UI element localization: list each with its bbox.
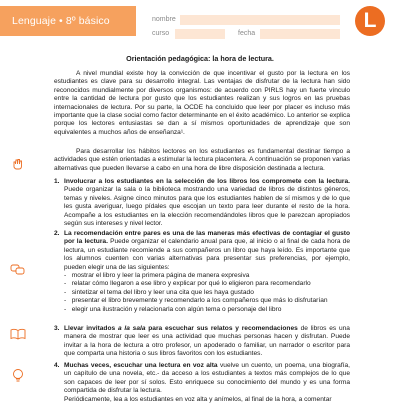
option-item: - sintetizar el tema del libro y leer una cita que les haya gustado bbox=[64, 289, 350, 297]
activities-paragraph: Para desarrollar los hábitos lectores en los estudiantes es fundamental destinar tiempo a actividades que estén orientadas a estimular la lectura placentera. A continuación se proponen varias alternativas que pueden llevarse a cabo en una hora de libre disposición destinada a lectura. bbox=[54, 148, 350, 172]
list-item bbox=[54, 325, 350, 359]
curso-label: curso bbox=[152, 30, 170, 37]
item-number: 2. bbox=[54, 230, 60, 237]
option-item: - mostrar el libro y leer la primera página de manera expresiva bbox=[64, 272, 350, 280]
recommendation-options bbox=[64, 272, 350, 314]
curso-field[interactable] bbox=[175, 29, 225, 39]
list-item bbox=[54, 362, 350, 404]
subject-banner bbox=[0, 6, 136, 36]
item-text: vuelve un cuento, un poema, una biografía, un capítulo de una novela, etc.- da acceso a los estudiantes a textos más complejos de lo que son capaces de leer por sí solos. Esto enriquece su conocimiento del mundo y es una forma compartida de disfrutar la lectura. bbox=[64, 362, 350, 395]
subject-label: Lenguaje • 8º básico bbox=[12, 15, 110, 27]
fecha-label: fecha bbox=[238, 30, 256, 37]
item-lead: Involucrar a los estudiantes en la selección de los libros los compromete con la lectura. bbox=[64, 178, 350, 185]
speech-bubbles-icon bbox=[10, 264, 26, 276]
item-lead: La recomendación entre pares es una de las maneras más efectivas de contagiar el gusto por la lectura. bbox=[64, 230, 350, 246]
item-text: Puede organizar la sala o la biblioteca mostrando una variedad de libros de distintos géneros, temas y niveles. Asigne cinco minutos para que los estudiantes hablen de sí mismos y de lo que les gusta averiguar, luego pídales que escojan un texto para leer durante el resto de la hora. Acompañe a los estudiantes en la elección recomendándoles libros que le parezcan apropiados según sus intereses y nivel lector. bbox=[64, 186, 350, 228]
nombre-label: nombre bbox=[152, 16, 176, 23]
list-item bbox=[54, 178, 350, 228]
option-item: - presentar el libro brevemente y recomendarlo a los compañeros que más lo disfrutarían bbox=[64, 297, 350, 305]
fecha-field[interactable] bbox=[260, 29, 340, 39]
item-number: 3. bbox=[54, 325, 60, 332]
intro-paragraph: A nivel mundial existe hoy la convicción de que incentivar el gusto por la lectura en los estudiantes es clave para su desarrollo integral. Las ventajas de disfrutar de la lectura han sido reconocidos mundialmente por diversos organismos: de acuerdo con PIRLS hay un fuerte vínculo entre la cantidad de lectura por gusto que los estudiantes realizan y sus logros en las pruebas internacionales de lectura. Por su parte, la OCDE ha concluido que leer por placer es incluso más importante que la clase social como factor determinante en el éxito académico. Lo anterior se explica porque los lectores entusiastas se dan a sí mismos oportunidades de aprendizaje que son equivalentes a muchos años de enseñanza¹. bbox=[54, 70, 350, 136]
lightbulb-icon bbox=[10, 368, 26, 384]
open-book-icon bbox=[10, 328, 26, 340]
option-item: - elegir una ilustración y relacionarla con algún tema o personaje del libro bbox=[64, 306, 350, 314]
item-text-continued: Periódicamente, lea a los estudiantes en voz alta y anímelos, al final de la hora, a comentar bbox=[64, 395, 332, 403]
item-number: 1. bbox=[54, 178, 60, 185]
option-item: - relatar cómo llegaron a ese libro y explicar por qué lo eligieron para recomendarlo bbox=[64, 280, 350, 288]
page-title: Orientación pedagógica: la hora de lectura. bbox=[126, 54, 274, 63]
item-text: de libros es una manera de mostrar que leer es una actividad que muchas personas hacen y disfrutan. Puede invitar a la hora de lectura a otro profesor, un apoderado o familiar, un narrador o escritor para que comparta una historia o sus libros favoritos con los estudiantes. bbox=[64, 325, 350, 358]
nombre-field[interactable] bbox=[180, 15, 340, 25]
item-lead: Muchas veces, escuchar una lectura en voz alta bbox=[64, 362, 218, 369]
hand-icon bbox=[12, 158, 24, 170]
subject-badge: L bbox=[355, 6, 385, 36]
list-item bbox=[54, 230, 350, 314]
item-lead: Llevar invitados a la sala para escuchar sus relatos y recomendaciones bbox=[64, 325, 298, 332]
item-number: 4. bbox=[54, 362, 60, 369]
item-text: Puede organizar el calendario anual para que, al inicio o al final de cada hora de lectura, un estudiante recomiende a sus compañeros un libro que haya leído. Es importante que los alumnos cuenten con varias alternativas para presentar sus preferencias, por ejemplo, pueden elegir una de las siguientes: bbox=[64, 238, 350, 271]
